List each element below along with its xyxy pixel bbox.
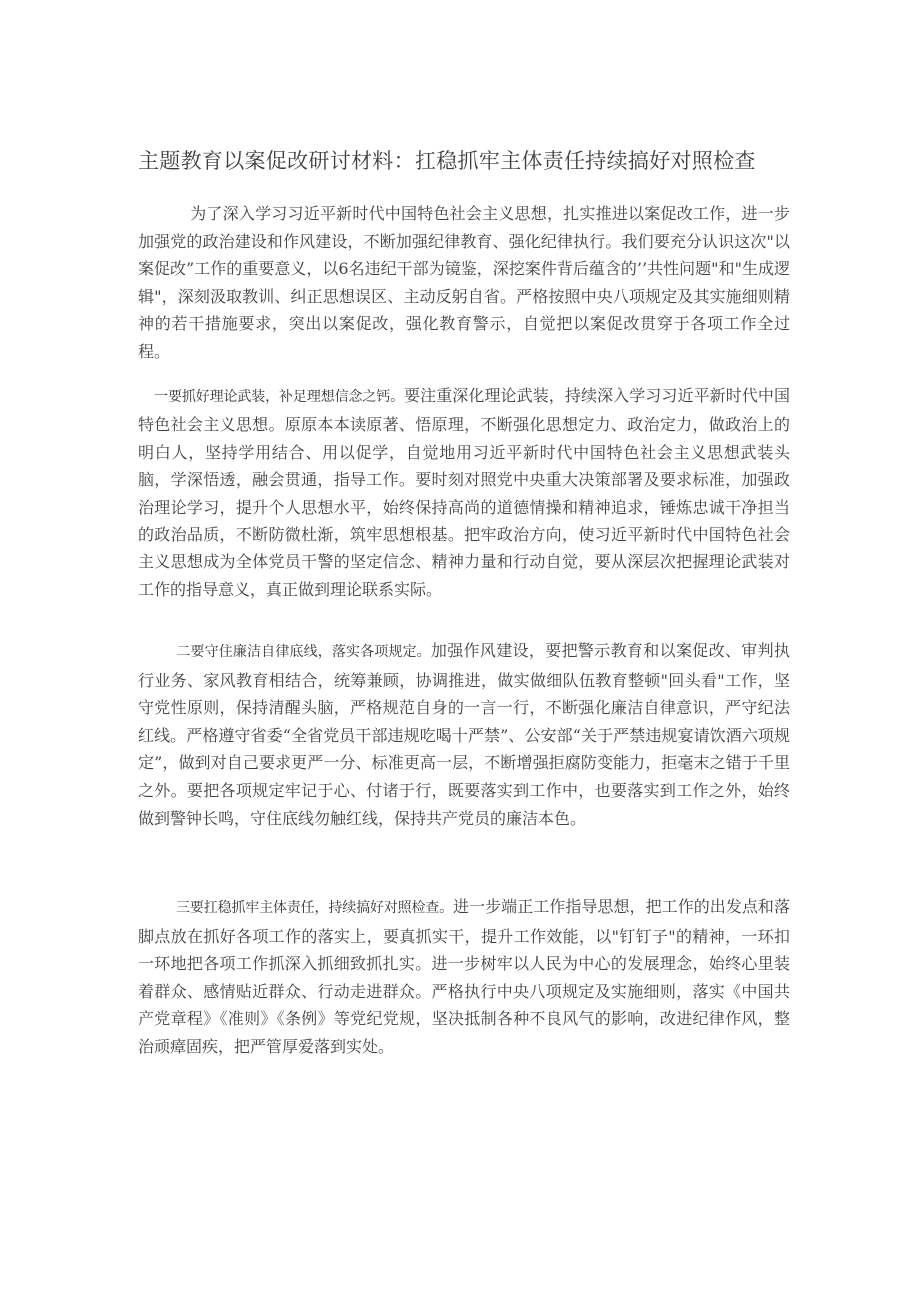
section-1-paragraph [138, 382, 790, 603]
document-title: 主题教育以案促改研讨材料：扛稳抓牢主体责任持续搞好对照检查 [138, 149, 756, 173]
intro-text: 为了深入学习习近平新时代中国特色社会主义思想，扎实推进以案促改工作，进一步加强党的政治建设和作风建设，不断加强纪律教育、强化纪律执行。我们要充分认识这次"以案促改”工作的重要意义，以6名违纪干部为镜鉴，深挖案件背后蕴含的’’共性问题"和"生成逻辑"，深刻汲取教训、纠正思想误区、主动反躬自省。严格按照中央八项规定及其实施细则精神的若干措施要求，突出以案促改，强化教育警示，自觉把以案促改贯穿于各项工作全过程。 [138, 204, 790, 361]
section-2-lead: 二要守住廉洁自律底线，落实各项规定。 [176, 644, 431, 660]
section-1-lead: 一要抓好理论武装，补足理想信念之钙。 [154, 389, 405, 405]
section-3-paragraph [138, 893, 790, 1061]
intro-paragraph [138, 200, 790, 365]
section-2-paragraph [138, 637, 790, 832]
section-3-text: 进一步端正工作指导思想，把工作的出发点和落脚点放在抓好各项工作的落实上，要真抓实干，提升工作效能，以"钉钉子"的精神，一环扣一环地把各项工作抓深入抓细致抓扎实。进一步树牢以人民为中心的发展理念，始终心里装着群众、感情贴近群众、行动走进群众。严格执行中央八项规定及实施细则，落实《中国共产党章程》《准则》《条例》等党纪党规，坚决抵制各种不良风气的影响，改进纪律作风，整治顽瘴固疾，把严管厚爱落到实处。 [138, 897, 790, 1056]
section-3-lead: 三要扛稳抓牢主体责任，持续搞好对照检查。 [176, 900, 454, 916]
section-1-text: 要注重深化理论武装，持续深入学习习近平新时代中国特色社会主义思想。原原本本读原著、悟原理，不断强化思想定力、政治定力，做政治上的明白人，坚持学用结合、用以促学，自觉地用习近平新时代中国特色社会主义思想武装头脑，学深悟透，融会贯通，指导工作。要时刻对照党中央重大决策部署及要求标准，加强政治理论学习，提升个人思想水平，始终保持高尚的道德情操和精神追求，锤炼忠诚干净担当的政治品质，不断防微杜渐，筑牢思想根基。把牢政治方向，使习近平新时代中国特色社会主义思想成为全体党员干警的坚定信念、精神力量和行动自觉，要从深层次把握理论武装对工作的指导意义，真正做到理论联系实际。 [138, 386, 790, 599]
section-2-text: 加强作风建设，要把警示教育和以案促改、审判执行业务、家风教育相结合，统筹兼顾，协调推进，做实做细队伍教育整顿"回头看"工作，坚守党性原则，保持清醒头脑，严格规范自身的一言一行，不断强化廉洁自律意识，严守纪法红线。严格遵守省委“全省党员干部违规吃喝十严禁”、公安部“关于严禁违规宴请饮酒六项规定”，做到对自己要求更严一分、标准更高一层，不断增强拒腐防变能力，拒毫末之错于千里之外。要把各项规定牢记于心、付诸于行，既要落实到工作中，也要落实到工作之外，始终做到警钟长鸣，守住底线勿触红线，保持共产党员的廉洁本色。 [138, 641, 790, 828]
